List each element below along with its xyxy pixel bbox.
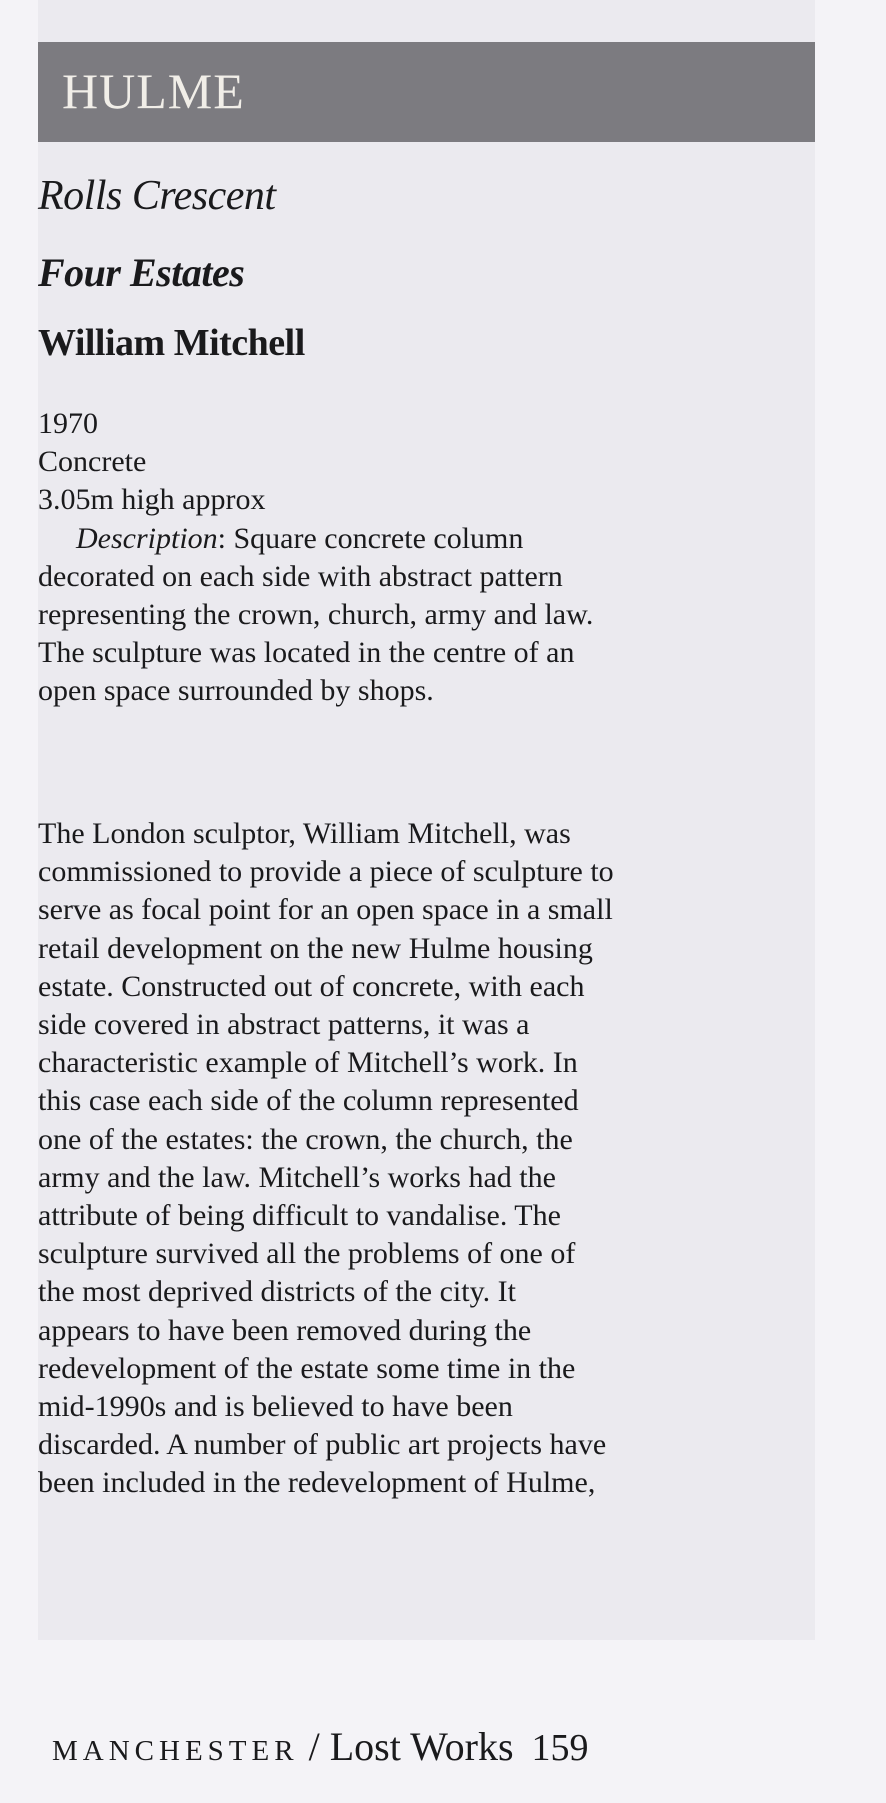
material: Concrete: [38, 445, 147, 479]
body-line: discarded. A number of public art projects have: [38, 1428, 607, 1462]
footer-separator: /: [298, 1724, 330, 1769]
section-title: HULME: [62, 63, 245, 119]
body-line: retail development on the new Hulme housing: [38, 931, 593, 965]
body-paragraph: [38, 815, 808, 1503]
location-name: Rolls Crescent: [38, 173, 276, 219]
description-text: : Square concrete column: [217, 521, 524, 555]
description-line: The sculpture was located in the centre of an: [38, 636, 575, 670]
page-footer: [52, 1722, 589, 1776]
work-title: Four Estates: [38, 250, 245, 295]
body-line: characteristic example of Mitchell’s work. In: [38, 1046, 578, 1080]
body-line: commissioned to provide a piece of sculpture to: [38, 855, 614, 889]
description-line: representing the crown, church, army and law.: [38, 598, 594, 632]
entry-details: [38, 405, 593, 711]
description-line: decorated on each side with abstract pattern: [38, 559, 563, 593]
body-line: the most deprived districts of the city. It: [38, 1275, 516, 1309]
year: 1970: [38, 407, 98, 440]
body-line: The London sculptor, William Mitchell, was: [38, 817, 571, 850]
body-line: been included in the redevelopment of Hulme,: [38, 1466, 596, 1500]
body-line: sculpture survived all the problems of one of: [38, 1237, 576, 1271]
body-line: estate. Constructed out of concrete, with each: [38, 969, 585, 1003]
footer-book-title: MANCHESTER: [52, 1735, 299, 1767]
page-number: 159: [531, 1727, 589, 1769]
body-line: side covered in abstract patterns, it was a: [38, 1008, 530, 1042]
body-line: mid-1990s and is believed to have been: [38, 1390, 513, 1424]
description-line: open space surrounded by shops.: [38, 674, 434, 708]
body-line: army and the law. Mitchell’s works had the: [38, 1160, 556, 1194]
description-label: Description: [76, 521, 218, 555]
artist-name: William Mitchell: [38, 322, 305, 364]
description-line: [38, 520, 593, 558]
body-line: one of the estates: the crown, the church, the: [38, 1122, 573, 1156]
body-line: serve as focal point for an open space in a small: [38, 893, 613, 927]
body-line: redevelopment of the estate some time in the: [38, 1351, 576, 1385]
body-line: appears to have been removed during the: [38, 1313, 532, 1347]
body-line: this case each side of the column represented: [38, 1084, 579, 1118]
dimensions: 3.05m high approx: [38, 483, 266, 517]
body-line: attribute of being difficult to vandalise. The: [38, 1199, 561, 1233]
footer-subtitle: Lost Works: [329, 1724, 514, 1769]
